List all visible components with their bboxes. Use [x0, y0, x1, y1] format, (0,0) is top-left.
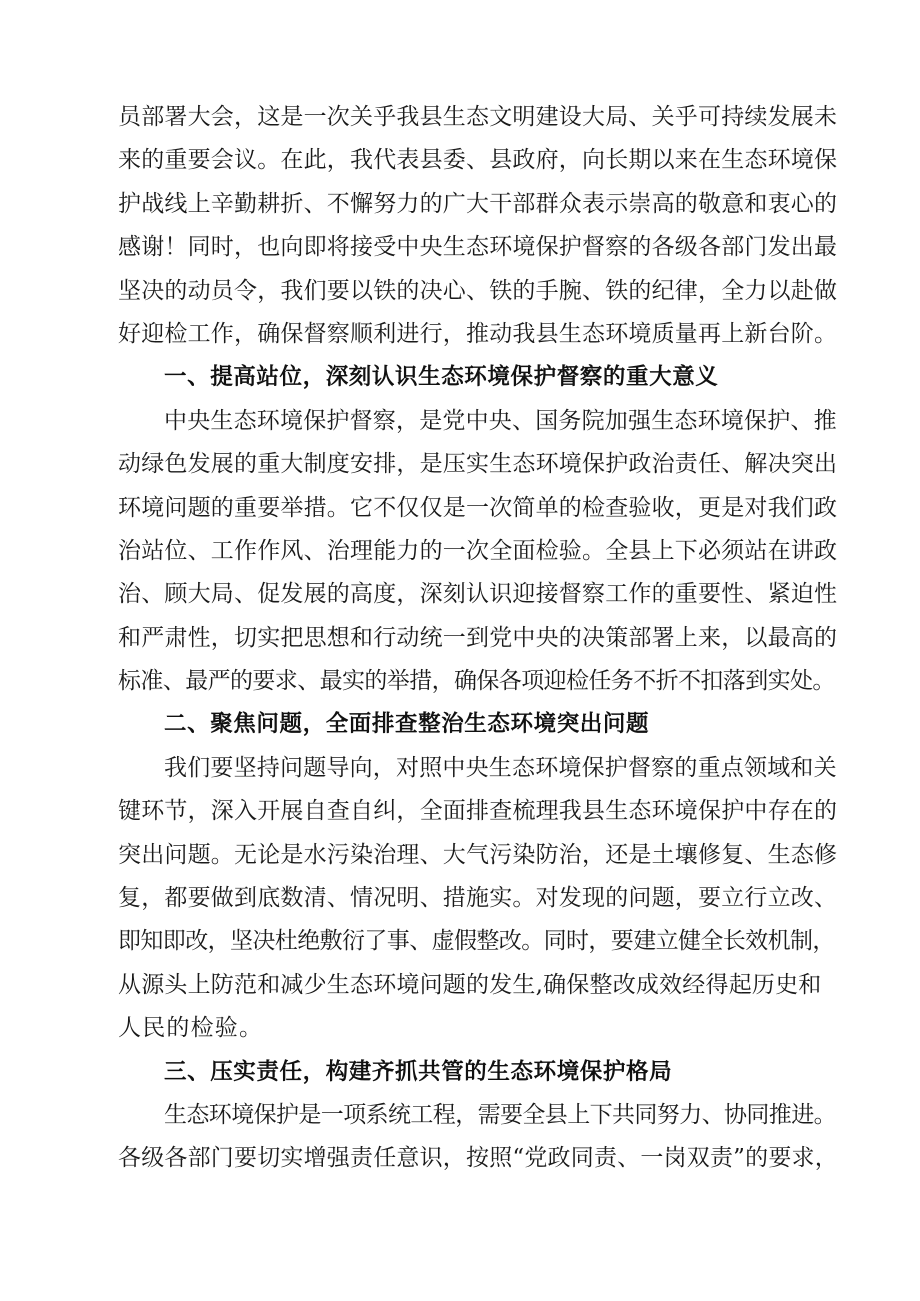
section-3-line-1: 生态环境保护是一项系统工程，需要全县上下共同努力、协同推进。 [164, 1101, 837, 1128]
section-2-line-1: 我们要坚持问题导向，对照中央生态环境保护督察的重点领域和关 [164, 754, 837, 781]
section-3-heading: 三、压实责任，构建齐抓共管的生态环境保护格局 [164, 1058, 673, 1085]
section-2-line-5: 即知即改，坚决杜绝敷衍了事、虚假整改。同时，要建立健全长效机制， [118, 928, 835, 955]
section-2-line-3: 突出问题。无论是水污染治理、大气污染防治，还是土壤修复、生态修 [118, 841, 838, 868]
section-1-line-2: 动绿色发展的重大制度安排，是压实生态环境保护政治责任、解决突出 [118, 451, 838, 478]
section-1-line-6: 和严肃性，切实把思想和行动统一到党中央的决策部署上来，以最高的 [118, 624, 838, 651]
section-1-line-3: 环境问题的重要举措。它不仅仅是一次简单的检查验收，更是对我们政 [118, 494, 838, 521]
document-body [118, 96, 838, 1181]
intro-line-6: 好迎检工作，确保督察顺利进行，推动我县生态环境质量再上新台阶。 [118, 320, 838, 347]
section-2-line-2: 键环节，深入开展自查自纠，全面排查梳理我县生态环境保护中存在的 [118, 798, 838, 825]
intro-line-3: 护战线上辛勤耕折、不懈努力的广大干部群众表示崇高的敬意和衷心的 [118, 190, 838, 217]
section-1-line-1: 中央生态环境保护督察，是党中央、国务院加强生态环境保护、推 [164, 407, 837, 434]
intro-line-1: 员部署大会，这是一次关乎我县生态文明建设大局、关乎可持续发展未 [118, 104, 838, 130]
section-1-line-7: 标准、最严的要求、最实的举措，确保各项迎检任务不折不扣落到实处。 [118, 668, 835, 695]
section-2-line-7: 人民的检验。 [118, 1015, 264, 1042]
section-1-line-4: 治站位、工作作风、治理能力的一次全面检验。全县上下必须站在讲政 [118, 537, 838, 564]
section-1-heading: 一、提高站位，深刻认识生态环境保护督察的重大意义 [164, 364, 719, 391]
section-3-line-2: 各级各部门要切实增强责任意识，按照“党政同责、一岗双责”的要求， [118, 1145, 838, 1172]
section-2-line-6: 从源头上防范和减少生态环境问题的发生,确保整改成效经得起历史和 [118, 971, 822, 998]
intro-line-4: 感谢！同时，也向即将接受中央生态环境保护督察的各级各部门发出最 [118, 234, 838, 261]
section-2-heading: 二、聚焦问题，全面排查整治生态环境突出问题 [164, 711, 650, 738]
intro-line-5: 坚决的动员令，我们要以铁的决心、铁的手腕、铁的纪律，全力以赴做 [118, 277, 838, 304]
section-1-line-5: 治、顾大局、促发展的高度，深刻认识迎接督察工作的重要性、紧迫性 [118, 581, 838, 608]
intro-line-2: 来的重要会议。在此，我代表县委、县政府，向长期以来在生态环境保 [118, 147, 838, 174]
section-2-line-4: 复，都要做到底数清、情况明、措施实。对发现的问题，要立行立改、 [118, 885, 838, 912]
